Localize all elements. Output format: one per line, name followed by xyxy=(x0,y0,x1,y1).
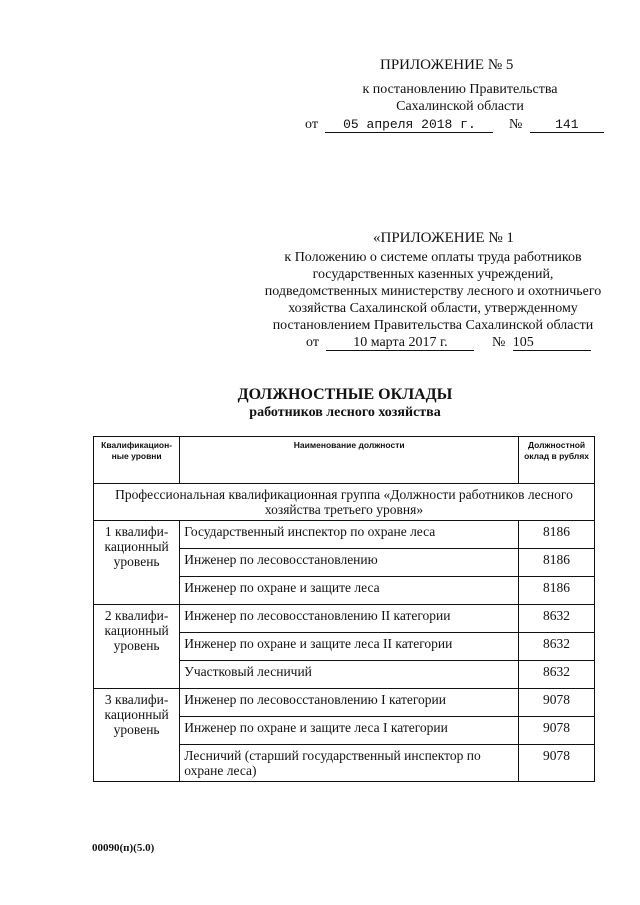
appendix-5-header xyxy=(300,57,600,133)
table-row xyxy=(94,521,595,549)
appendix-5-num-label: № xyxy=(508,117,523,132)
appendix-1-title: «ПРИЛОЖЕНИЕ № 1 xyxy=(373,230,514,246)
group-row xyxy=(94,484,595,521)
header-salary: Должностной оклад в рублях xyxy=(519,437,595,484)
header-position: Наименование должности xyxy=(180,437,519,484)
position-cell: Лесничий (старший государственный инспектор по охране леса) xyxy=(180,745,519,782)
appendix-1-header xyxy=(258,230,608,351)
level-1-label: 1 квалифи-кационный уровень xyxy=(94,521,180,605)
position-cell: Инженер по охране и защите леса xyxy=(180,577,519,605)
level-3-label: 3 квалифи-кационный уровень xyxy=(94,689,180,782)
salary-cell: 9078 xyxy=(519,717,595,745)
position-cell: Участковый лесничий xyxy=(180,661,519,689)
appendix-5-number: 141 xyxy=(530,117,604,133)
footer-doc-code: 00090(п)(5.0) xyxy=(92,842,155,854)
header-level: Квалификацион-ные уровни xyxy=(94,437,180,484)
salary-cell: 9078 xyxy=(519,745,595,782)
appendix-5-date: 05 апреля 2018 г. xyxy=(325,117,493,133)
appendix-5-from-label: от xyxy=(305,117,318,132)
salary-cell: 8186 xyxy=(519,521,595,549)
appendix-1-num-label: № xyxy=(491,335,506,350)
appendix-1-from-label: от xyxy=(306,335,319,350)
appendix-1-line: хозяйства Сахалинской области, утвержденному xyxy=(288,301,578,316)
level-2-label: 2 квалифи-кационный уровень xyxy=(94,605,180,689)
appendix-1-line: к Положению о системе оплаты труда работников xyxy=(284,250,582,265)
appendix-1-line: подведомственных министерству лесного и охотничьего xyxy=(264,284,602,299)
document-title-main: ДОЛЖНОСТНЫЕ ОКЛАДЫ xyxy=(237,386,453,403)
salary-cell: 8632 xyxy=(519,661,595,689)
appendix-5-line1: к постановлению Правительства xyxy=(362,82,558,97)
position-cell: Инженер по охране и защите леса II категории xyxy=(180,633,519,661)
position-cell: Инженер по лесовосстановлению II категории xyxy=(180,605,519,633)
table-row xyxy=(94,689,595,717)
table-row xyxy=(94,605,595,633)
appendix-1-line: постановлением Правительства Сахалинской области xyxy=(272,318,594,333)
position-cell: Инженер по охране и защите леса I категории xyxy=(180,717,519,745)
salary-cell: 8632 xyxy=(519,605,595,633)
document-title xyxy=(180,385,510,421)
group-title: Профессиональная квалификационная группа «Должности работников лесного хозяйства третьего уровня» xyxy=(94,484,595,521)
table-header-row xyxy=(94,437,595,484)
position-cell: Государственный инспектор по охране леса xyxy=(180,521,519,549)
salary-cell: 8186 xyxy=(519,549,595,577)
salary-cell: 8186 xyxy=(519,577,595,605)
position-cell: Инженер по лесовосстановлению I категории xyxy=(180,689,519,717)
appendix-1-date: 10 марта 2017 г. xyxy=(326,335,474,351)
salary-table xyxy=(93,436,595,782)
appendix-5-title: ПРИЛОЖЕНИЕ № 5 xyxy=(380,57,514,73)
position-cell: Инженер по лесовосстановлению xyxy=(180,549,519,577)
appendix-5-line2: Сахалинской области xyxy=(396,99,524,114)
salary-cell: 9078 xyxy=(519,689,595,717)
appendix-1-number: 105 xyxy=(513,335,591,351)
salary-cell: 8632 xyxy=(519,633,595,661)
appendix-1-line: государственных казенных учреждений, xyxy=(312,267,554,282)
document-title-sub: работников лесного хозяйства xyxy=(249,405,441,420)
